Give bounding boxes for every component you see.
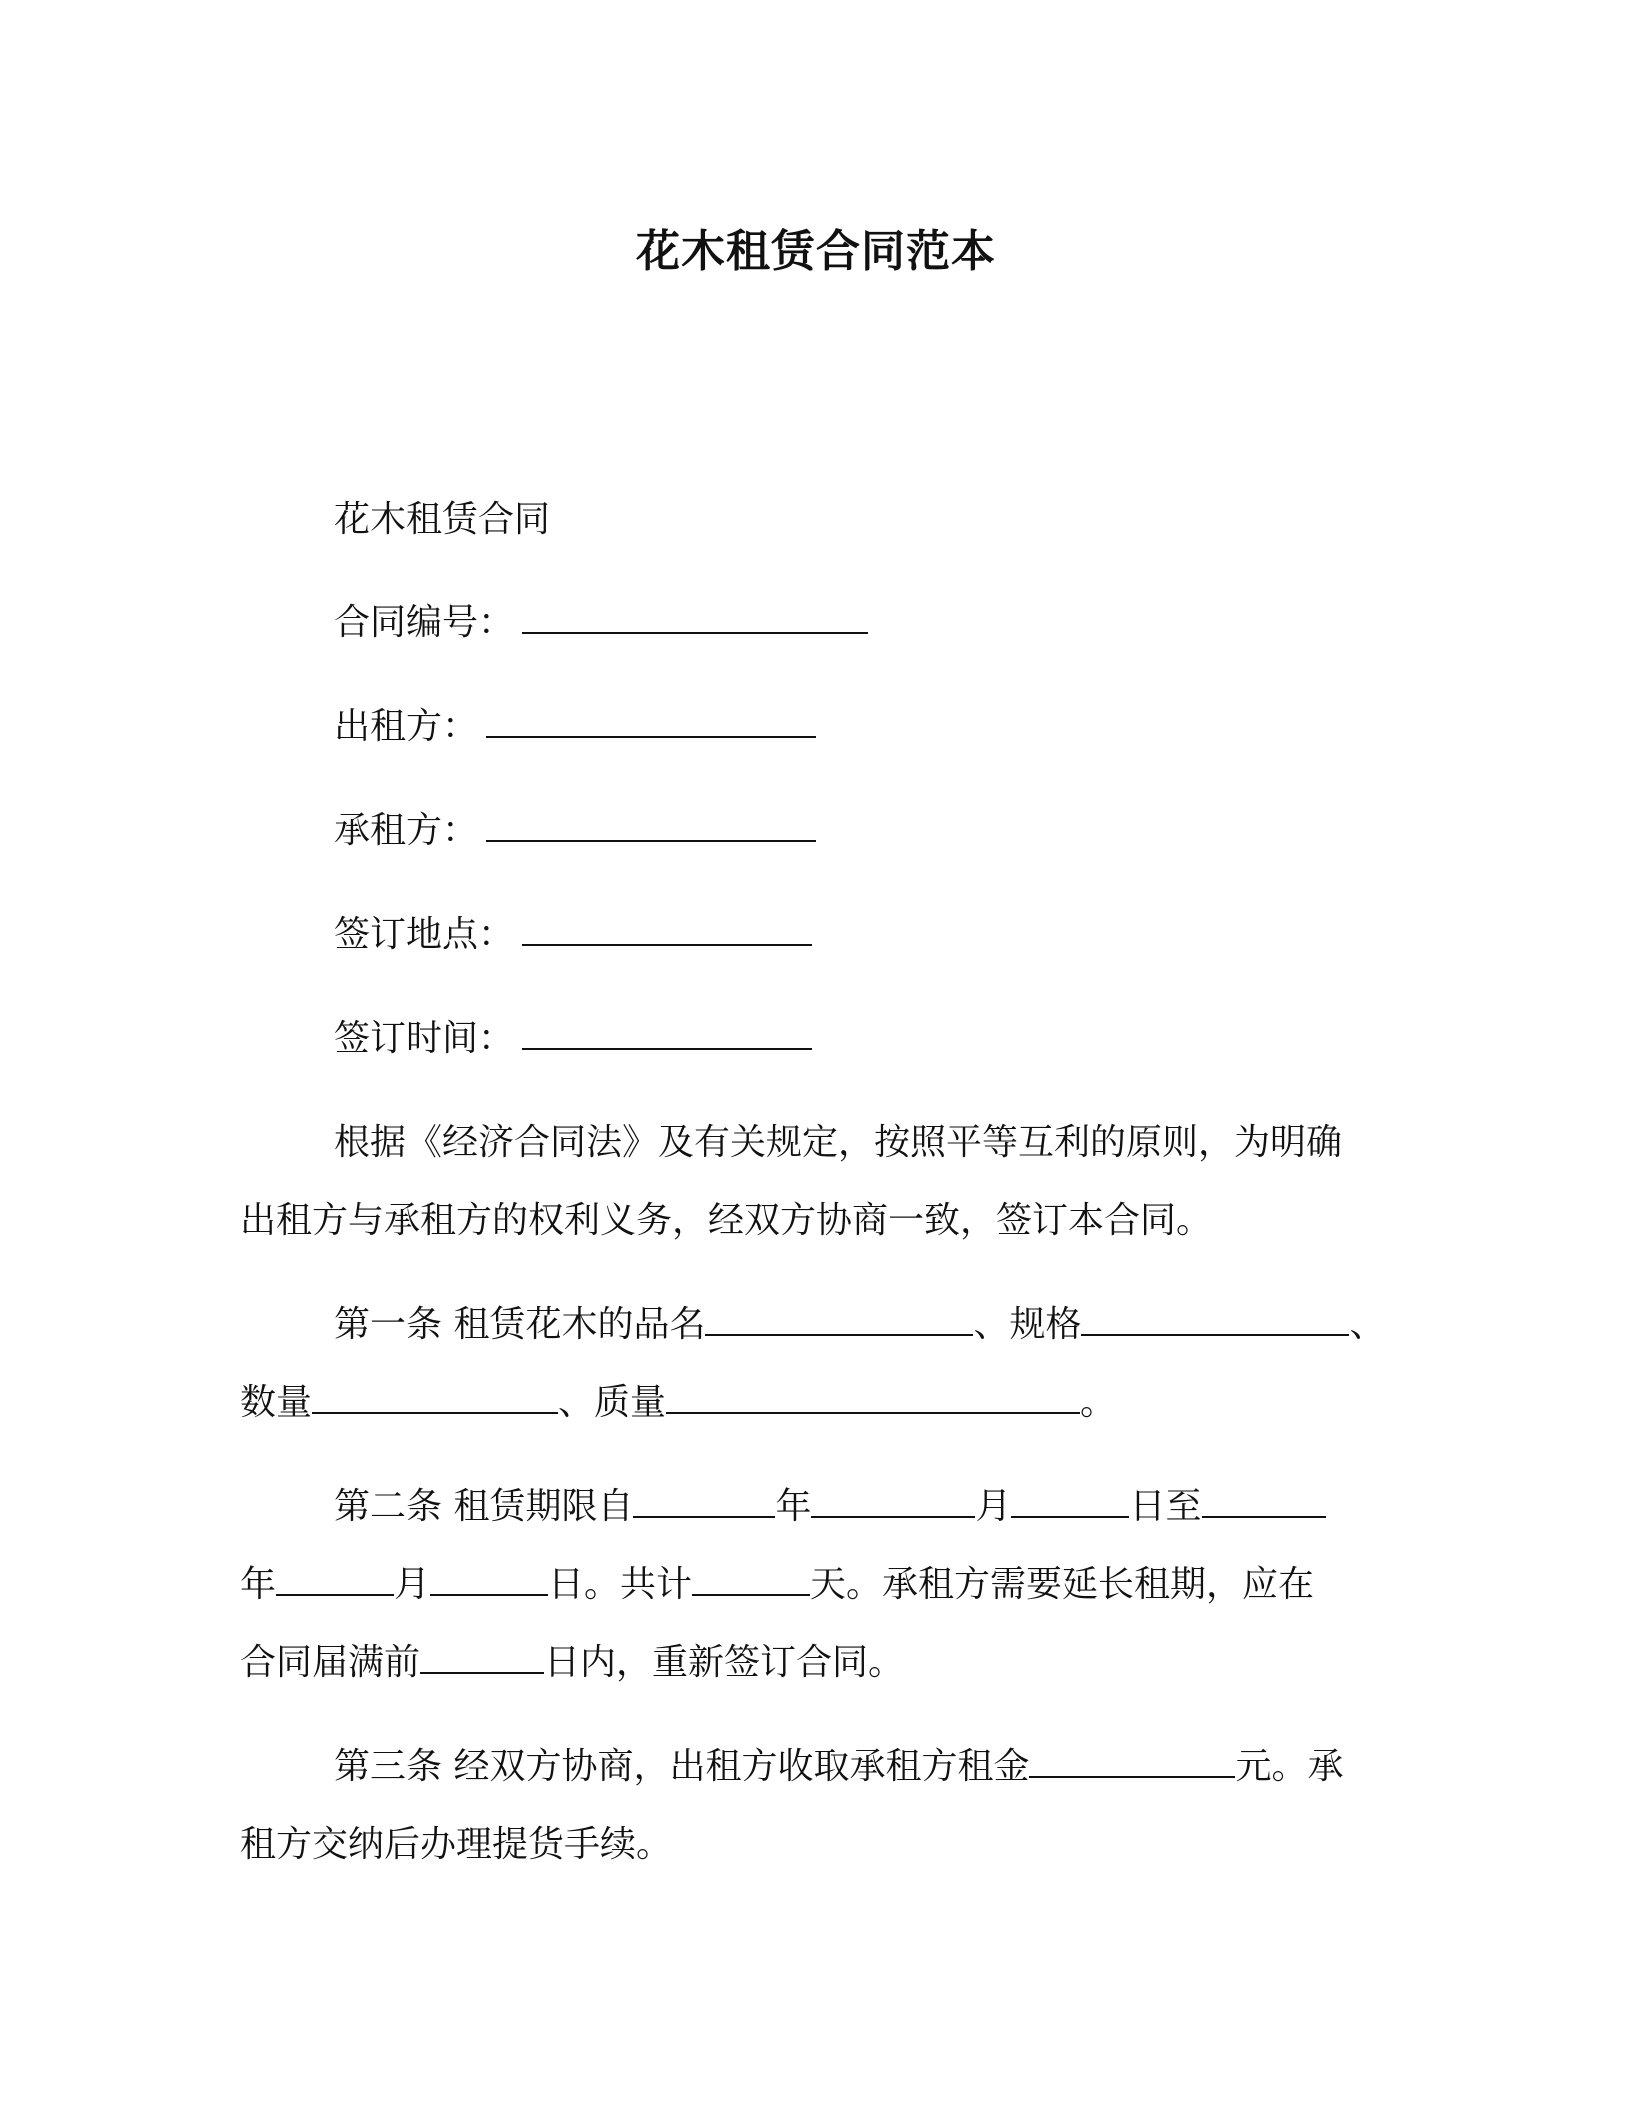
document-title: 花木租赁合同范本 [636,226,996,277]
article-2-text-i: 合同届满前 [240,1642,421,1683]
quality-blank [666,1382,1080,1414]
preamble-line-2: 出租方与承租方的权利义务，经双方协商一致，签订本合同。 [240,1200,1213,1241]
start-day-blank [1011,1486,1129,1518]
article-1-text-d: 数量 [240,1382,313,1423]
spec-blank [1081,1304,1349,1336]
article-3-line-2: 租方交纳后办理提货手续。 [240,1824,673,1865]
article-1-text-a: 第一条 租赁花木的品名 [334,1304,706,1345]
start-month-blank [811,1486,975,1518]
field-lessor [334,702,816,752]
total-days-blank [692,1564,810,1596]
article-2-text-b: 年 [775,1486,812,1527]
lessee-blank [486,806,816,842]
signing-time-blank [522,1014,812,1050]
field-label: 出租方： [334,706,479,747]
signing-place-blank [522,910,812,946]
article-2-text-g: 日。共计 [548,1564,693,1605]
article-3-text-a: 第三条 经双方协商，出租方收取承租方租金 [334,1746,1030,1787]
field-contract-number [334,598,868,648]
start-year-blank [633,1486,775,1518]
contract-number-blank [522,598,868,634]
article-3-text-b: 元。承 [1235,1746,1344,1787]
article-1-text-f: 。 [1080,1382,1117,1423]
field-label: 承租方： [334,810,479,851]
article-1-text-c: 、 [1349,1304,1386,1345]
article-1-text-b: 、规格 [973,1304,1082,1345]
field-signing-time [334,1014,812,1064]
preamble-line-1: 根据《经济合同法》及有关规定，按照平等互利的原则，为明确 [334,1122,1343,1163]
article-1-text-e: 、质量 [558,1382,667,1423]
article-2-text-a: 第二条 租赁期限自 [334,1486,634,1527]
article-2-line-1 [334,1482,1326,1532]
article-2-text-d: 日至 [1129,1486,1202,1527]
article-2-text-h: 天。承租方需要延长租期，应在 [810,1564,1315,1605]
variety-blank [705,1304,973,1336]
article-2-text-f: 月 [394,1564,431,1605]
renewal-days-blank [420,1642,544,1674]
end-day-blank [430,1564,548,1596]
article-3-line-1 [334,1742,1343,1792]
article-2-line-2 [240,1560,1314,1610]
field-lessee [334,806,816,856]
end-month-blank [276,1564,394,1596]
article-2-text-j: 日内，重新签订合同。 [544,1642,905,1683]
field-label: 合同编号： [334,602,515,643]
article-2-text-c: 月 [975,1486,1012,1527]
field-label: 签订时间： [334,1018,515,1059]
rent-amount-blank [1029,1746,1235,1778]
quantity-blank [312,1382,558,1414]
article-1-line-2 [240,1378,1116,1428]
field-label: 签订地点： [334,914,515,955]
contract-heading: 花木租赁合同 [334,499,551,540]
article-2-text-e: 年 [240,1564,277,1605]
article-1-line-1 [334,1300,1385,1350]
lessor-blank [486,702,816,738]
end-year-blank [1202,1486,1326,1518]
field-signing-place [334,910,812,960]
article-2-line-3 [240,1638,904,1688]
